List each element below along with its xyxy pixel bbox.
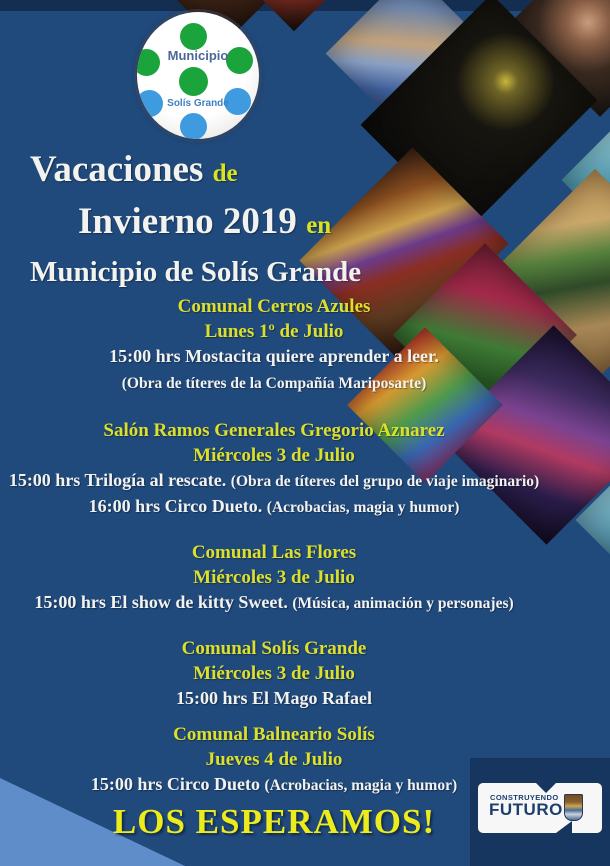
bubble-notch-icon [536,783,556,793]
title-connector-de: de [212,160,238,187]
event-section [0,636,548,710]
title-line-3: Municipio de Solís Grande [30,256,362,288]
construyendo-futuro-logo [470,758,610,866]
show-note: (Música, animación y personajes) [292,595,514,612]
event-show [0,772,548,798]
municipality-crest-icon [564,794,583,821]
event-venue: Salón Ramos Generales Gregorio Aznarez [103,420,445,441]
title-line-2 [30,198,510,250]
event-show [0,590,548,616]
event-date: Miércoles 3 de Julio [193,567,355,588]
event-venue: Comunal Las Flores [191,542,357,563]
event-show [0,370,548,396]
event-section [0,294,548,396]
show-title: 15:00 hrs El Mago Rafael [176,688,372,708]
event-date: Miércoles 3 de Julio [193,663,355,684]
title-word-vacaciones: Vacaciones [30,149,204,190]
event-venue: Comunal Cerros Azules [177,296,371,317]
municipality-logo [137,12,259,139]
event-schedule [0,294,548,844]
title-word-invierno-2019: Invierno 2019 [78,201,297,242]
show-title: 15:00 hrs El show de kitty Sweet. [34,592,288,612]
logo-dot-icon [180,23,207,50]
show-note: (Obra de títeres del grupo de viaje imaginario) [230,473,540,490]
event-show [0,468,548,494]
bubble-tail-icon [556,821,572,833]
show-title: 16:00 hrs Circo Dueto. [88,496,263,516]
footer-logo-text-construyendo: CONSTRUYENDO [490,793,559,802]
event-show [0,494,548,520]
logo-text-municipio: Municipio [167,48,229,63]
show-note: (Acrobacias, magia y humor) [266,499,460,516]
event-section [0,418,548,520]
event-date: Miércoles 3 de Julio [193,445,355,466]
title-line-1 [30,146,510,198]
event-section [0,722,548,798]
event-show [0,344,548,370]
closing-message: LOS ESPERAMOS! [112,802,436,841]
logo-text-solis-grande: Solís Grande [167,98,229,109]
event-show [0,686,548,710]
event-date: Jueves 4 de Julio [205,749,343,770]
show-title: 15:00 hrs Trilogía al rescate. [8,470,227,490]
show-title: 15:00 hrs Circo Dueto [90,774,261,794]
title-connector-en: en [306,212,332,239]
show-note: (Obra de títeres de la Compañía Mariposarte) [121,375,427,392]
event-venue: Comunal Balneario Solís [173,724,375,745]
logo-dot-icon [179,67,208,96]
show-note: (Acrobacias, magia y humor) [264,777,458,794]
event-section [0,540,548,616]
poster-title [30,146,510,294]
event-venue: Comunal Solís Grande [181,638,367,659]
footer-logo-text-futuro: FUTURO [489,800,563,819]
event-date: Lunes 1º de Julio [204,321,344,342]
show-title: 15:00 hrs Mostacita quiere aprender a leer. [109,346,439,366]
footer-logo-bubble [478,783,602,833]
logo-dot-icon [180,113,207,139]
